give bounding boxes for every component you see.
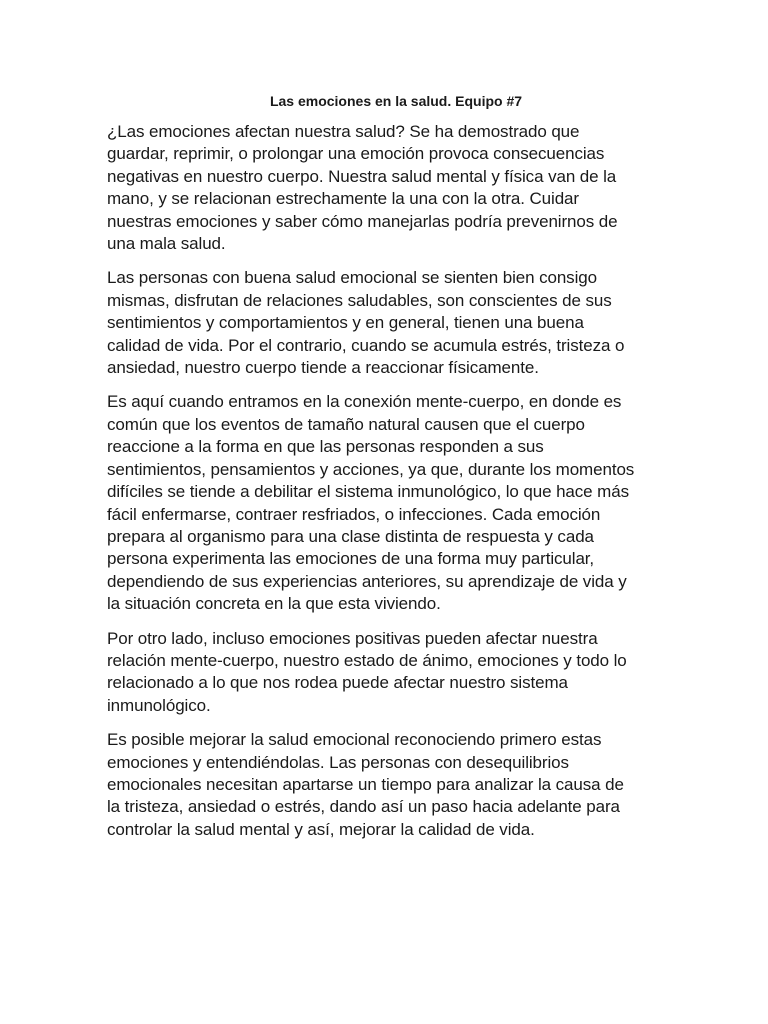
text-line: sentimientos y comportamientos y en general, tienen una buena xyxy=(107,313,584,333)
text-line: reaccione a la forma en que las personas responden a sus xyxy=(107,437,544,457)
paragraph-5 xyxy=(107,729,667,841)
text-line: sentimientos, pensamientos y acciones, ya que, durante los momentos xyxy=(107,459,635,479)
text-line: Por otro lado, incluso emociones positivas pueden afectar nuestra xyxy=(107,628,598,648)
text-line: fácil enfermarse, contraer resfriados, o infecciones. Cada emoción xyxy=(107,504,601,524)
paragraph-3 xyxy=(107,391,667,615)
text-line: común que los eventos de tamaño natural causen que el cuerpo xyxy=(107,414,585,434)
text-line: una mala salud. xyxy=(107,234,226,254)
text-line: Es aquí cuando entramos en la conexión mente-cuerpo, en donde es xyxy=(107,392,622,412)
text-line: difíciles se tiende a debilitar el sistema inmunológico, lo que hace más xyxy=(107,482,629,502)
text-line: Las personas con buena salud emocional se sienten bien consigo xyxy=(107,268,597,288)
text-line: ¿Las emociones afectan nuestra salud? Se ha demostrado que xyxy=(107,122,580,141)
text-line: relación mente-cuerpo, nuestro estado de ánimo, emociones y todo lo xyxy=(107,650,627,670)
text-line: nuestras emociones y saber cómo manejarlas podría prevenirnos de xyxy=(107,211,618,231)
text-line: relacionado a lo que nos rodea puede afectar nuestro sistema xyxy=(107,673,568,693)
text-line: mano, y se relacionan estrechamente la una con la otra. Cuidar xyxy=(107,189,579,209)
paragraph-4 xyxy=(107,628,667,718)
text-line: prepara al organismo para una clase distinta de respuesta y cada xyxy=(107,526,594,546)
text-line: la tristeza, ansiedad o estrés, dando así un paso hacia adelante para xyxy=(107,797,620,817)
paragraph-2 xyxy=(107,267,667,379)
text-line: mismas, disfrutan de relaciones saludables, son conscientes de sus xyxy=(107,290,612,310)
text-line: emocionales necesitan apartarse un tiempo para analizar la causa de xyxy=(107,774,624,794)
text-line: Es posible mejorar la salud emocional reconociendo primero estas xyxy=(107,730,602,750)
text-line: controlar la salud mental y así, mejorar la calidad de vida. xyxy=(107,819,535,839)
document-body xyxy=(107,121,667,853)
document-title: Las emociones en la salud. Equipo #7 xyxy=(269,93,523,109)
text-line: dependiendo de sus experiencias anteriores, su aprendizaje de vida y xyxy=(107,571,627,591)
text-line: emociones y entendiéndolas. Las personas con desequilibrios xyxy=(107,752,569,772)
text-line: calidad de vida. Por el contrario, cuando se acumula estrés, tristeza o xyxy=(107,335,625,355)
text-line: inmunológico. xyxy=(107,695,211,715)
text-line: la situación concreta en la que esta viviendo. xyxy=(107,594,441,614)
text-line: negativas en nuestro cuerpo. Nuestra salud mental y física van de la xyxy=(107,166,617,186)
text-line: ansiedad, nuestro cuerpo tiende a reaccionar físicamente. xyxy=(107,358,539,378)
text-line: guardar, reprimir, o prolongar una emoción provoca consecuencias xyxy=(107,144,605,164)
paragraph-1 xyxy=(107,121,667,255)
text-line: persona experimenta las emociones de una forma muy particular, xyxy=(107,549,595,569)
